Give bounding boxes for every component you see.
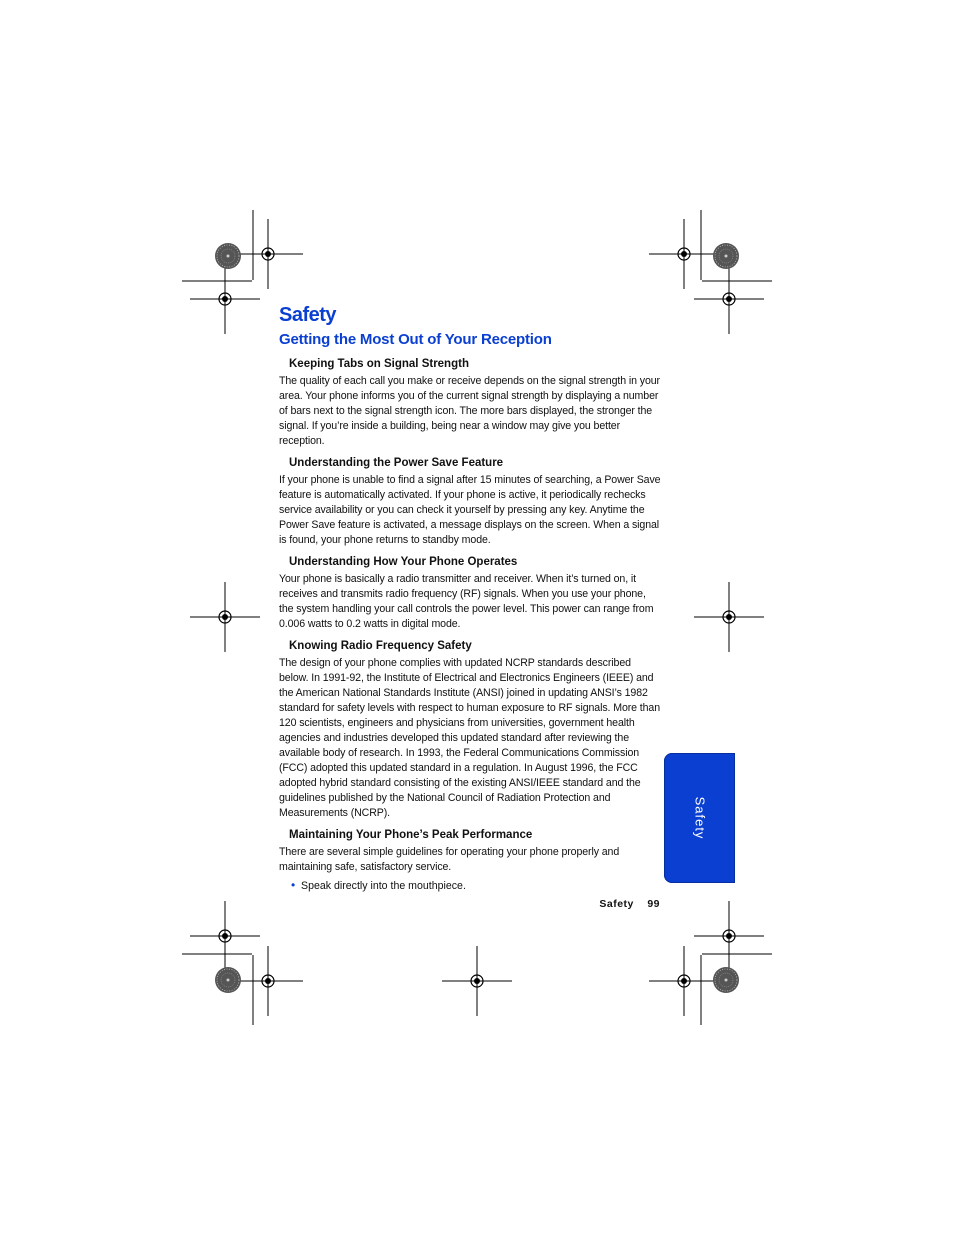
registration-mark-bottom-right	[649, 946, 719, 1016]
list-item-text: Speak directly into the mouthpiece.	[301, 880, 466, 892]
registration-mark-right-middle	[694, 582, 764, 652]
page-subtitle: Getting the Most Out of Your Reception	[279, 331, 552, 348]
page-content	[279, 302, 661, 894]
registration-mark-left-upper	[190, 264, 260, 334]
registration-mark-right-lower	[694, 901, 764, 971]
star-target-bottom-right	[713, 967, 739, 993]
section-text-rf-safety: The design of your phone complies with updated NCRP standards described below. In 1991-92, the Institute of Electrical and Electronics Engineers (IEEE) and the American National Standards Institute (ANSI) joined in updating ANSI’s 1982 standard for safety levels with respect to human exposure to RF signals. More than 120 scientists, engineers and physicians from universities, government health agencies and industries developed this updated standard after reviewing the available body of research. In 1993, the Federal Communications Commission (FCC) adopted this updated standard in a regulation. In August 1996, the FCC adopted hybrid standard consisting of the existing ANSI/IEEE standard and the guidelines published by the National Council of Radiation Protection and Measurements (NCRP).	[279, 657, 661, 819]
section-text-signal-strength: The quality of each call you make or receive depends on the signal strength in your area. Your phone informs you of the current signal strength by displaying a number of bars next to the signal strength icon. The more bars displayed, the stronger the signal. If you’re inside a building, being near a window may give you better reception.	[279, 375, 660, 447]
bullet-icon: •	[291, 878, 296, 892]
page-title: Safety	[279, 304, 337, 326]
registration-mark-bottom-center	[442, 946, 512, 1016]
section-text-phone-operates: Your phone is basically a radio transmitter and receiver. When it’s turned on, it receives and transmits radio frequency (RF) signals. When you use your phone, the system handling your call controls the power level. This power can range from 0.006 watts to 0.2 watts in digital mode.	[279, 573, 654, 630]
registration-mark-left-lower	[190, 901, 260, 971]
registration-mark-left-middle	[190, 582, 260, 652]
page-footer	[560, 898, 660, 910]
side-tab-label: Safety	[692, 796, 707, 840]
star-target-top-left	[215, 243, 241, 269]
section-text-power-save: If your phone is unable to find a signal after 15 minutes of searching, a Power Save feature is automatically activated. If your phone is active, it periodically rechecks service availability or you can check it yourself by pressing any key. Anytime the Power Save feature is activated, a message displays on the screen. When a signal is found, your phone returns to standby mode.	[279, 474, 661, 546]
star-target-bottom-left	[215, 967, 241, 993]
list-item	[291, 878, 661, 894]
registration-mark-right-upper	[694, 264, 764, 334]
registration-mark-top-right	[649, 219, 719, 289]
section-heading-signal-strength: Keeping Tabs on Signal Strength	[289, 358, 469, 370]
star-target-top-right	[713, 243, 739, 269]
section-heading-rf-safety: Knowing Radio Frequency Safety	[289, 640, 472, 652]
registration-mark-bottom-left	[233, 946, 303, 1016]
footer-section: Safety	[599, 898, 634, 910]
section-text-peak-performance: There are several simple guidelines for operating your phone properly and maintaining safe, satisfactory service.	[279, 846, 620, 873]
page-number: 99	[647, 898, 660, 910]
side-tab	[664, 753, 735, 883]
section-heading-phone-operates: Understanding How Your Phone Operates	[289, 556, 518, 568]
registration-mark-top-left	[233, 219, 303, 289]
section-heading-peak-performance: Maintaining Your Phone’s Peak Performance	[289, 829, 533, 841]
section-heading-power-save: Understanding the Power Save Feature	[289, 457, 504, 469]
